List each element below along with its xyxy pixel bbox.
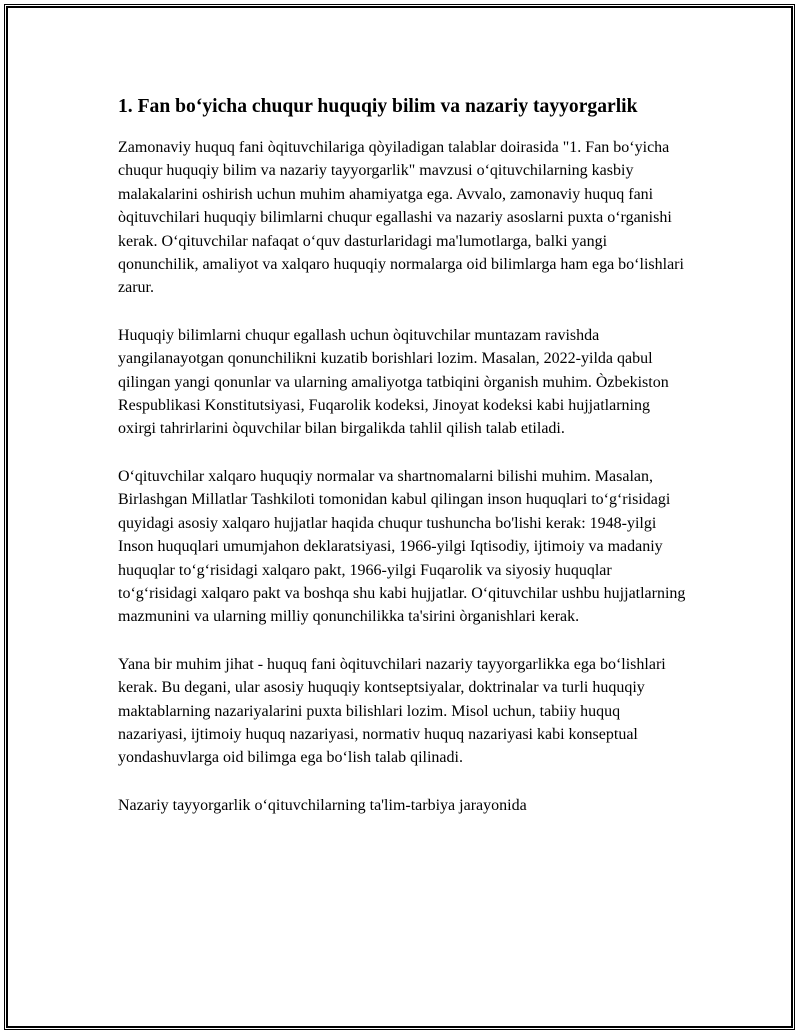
paragraph-continuation: Nazariy tayyorgarlik o‘qituvchilarning ta'lim-tarbiya jarayonida	[118, 796, 527, 814]
paragraph-international-norms: O‘qituvchilar xalqaro huquqiy normalar va shartnomalarni bilishi muhim. Masalan, Birlashgan Millatlar Tashkiloti tomonidan kabul qilingan inson huquqlari to‘g‘risidagi quyidagi asosiy xalqaro hujjatlar haqida chuqur tushuncha bo'lishi kerak: 1948-yilgi Inson huquqlari umumjahon deklaratsiyasi, 1966-yilgi Iqtisodiy, ijtimoiy va madaniy huquqlar to‘g‘risidagi xalqaro pakt, 1966-yilgi Fuqarolik va siyosiy huquqlar to‘g‘risidagi xalqaro pakt va boshqa shu kabi hujjatlar. O‘qituvchilar ushbu hujjatlarning mazmunini va ularning milliy qonunchilikka ta'sirini òrganishlari kerak.	[118, 467, 686, 626]
paragraph-intro: Zamonaviy huquq fani òqituvchilariga qòyiladigan talablar doirasida "1. Fan bo‘yicha chuqur huquqiy bilim va nazariy tayyorgarlik" mavzusi o‘qituvchilarning kasbiy malakalarini oshirish uchun muhim ahamiyatga ega. Avvalo, zamonaviy huquq fani òqituvchilari huquqiy bilimlarni chuqur egallashi va nazariy asoslarni puxta o‘rganishi kerak. O‘qituvchilar nafaqat o‘quv dasturlaridagi ma'lumotlarga, balki yangi qonunchilik, amaliyot va xalqaro huquqiy normalarga oid bilimlarga ham ega bo‘lishlari zarur.	[118, 139, 684, 297]
paragraph-legislation: Huquqiy bilimlarni chuqur egallash uchun òqituvchilar muntazam ravishda yangilanayotgan qonunchilikni kuzatib borishlari lozim. Masalan, 2022-yilda qabul qilingan yangi qonunlar va ularning amaliyotga tatbiqini òrganish muhim. Òzbekiston Respublikasi Konstitutsiyasi, Fuqarolik kodeksi, Jinoyat kodeksi kabi hujjatlarning oxirgi tahrirlarini òquvchilar bilan birgalikda tahlil qilish talab etiladi.	[118, 326, 669, 438]
paragraph-theoretical-preparation: Yana bir muhim jihat - huquq fani òqituvchilari nazariy tayyorgarlikka ega bo‘lishlari kerak. Bu degani, ular asosiy huquqiy kontseptsiyalar, doktrinalar va turli huquqiy maktablarning nazariyalarini puxta bilishlari lozim. Misol uchun, tabiiy huquq nazariyasi, ijtimoiy huquq nazariyasi, normativ huquq nazariyasi kabi konseptual yondashuvlarga oid bilimga ega bo‘lish talab qilinadi.	[118, 655, 666, 767]
document-body	[118, 95, 688, 841]
document-heading: 1. Fan bo‘yicha chuqur huquqiy bilim va nazariy tayyorgarlik	[118, 96, 638, 117]
